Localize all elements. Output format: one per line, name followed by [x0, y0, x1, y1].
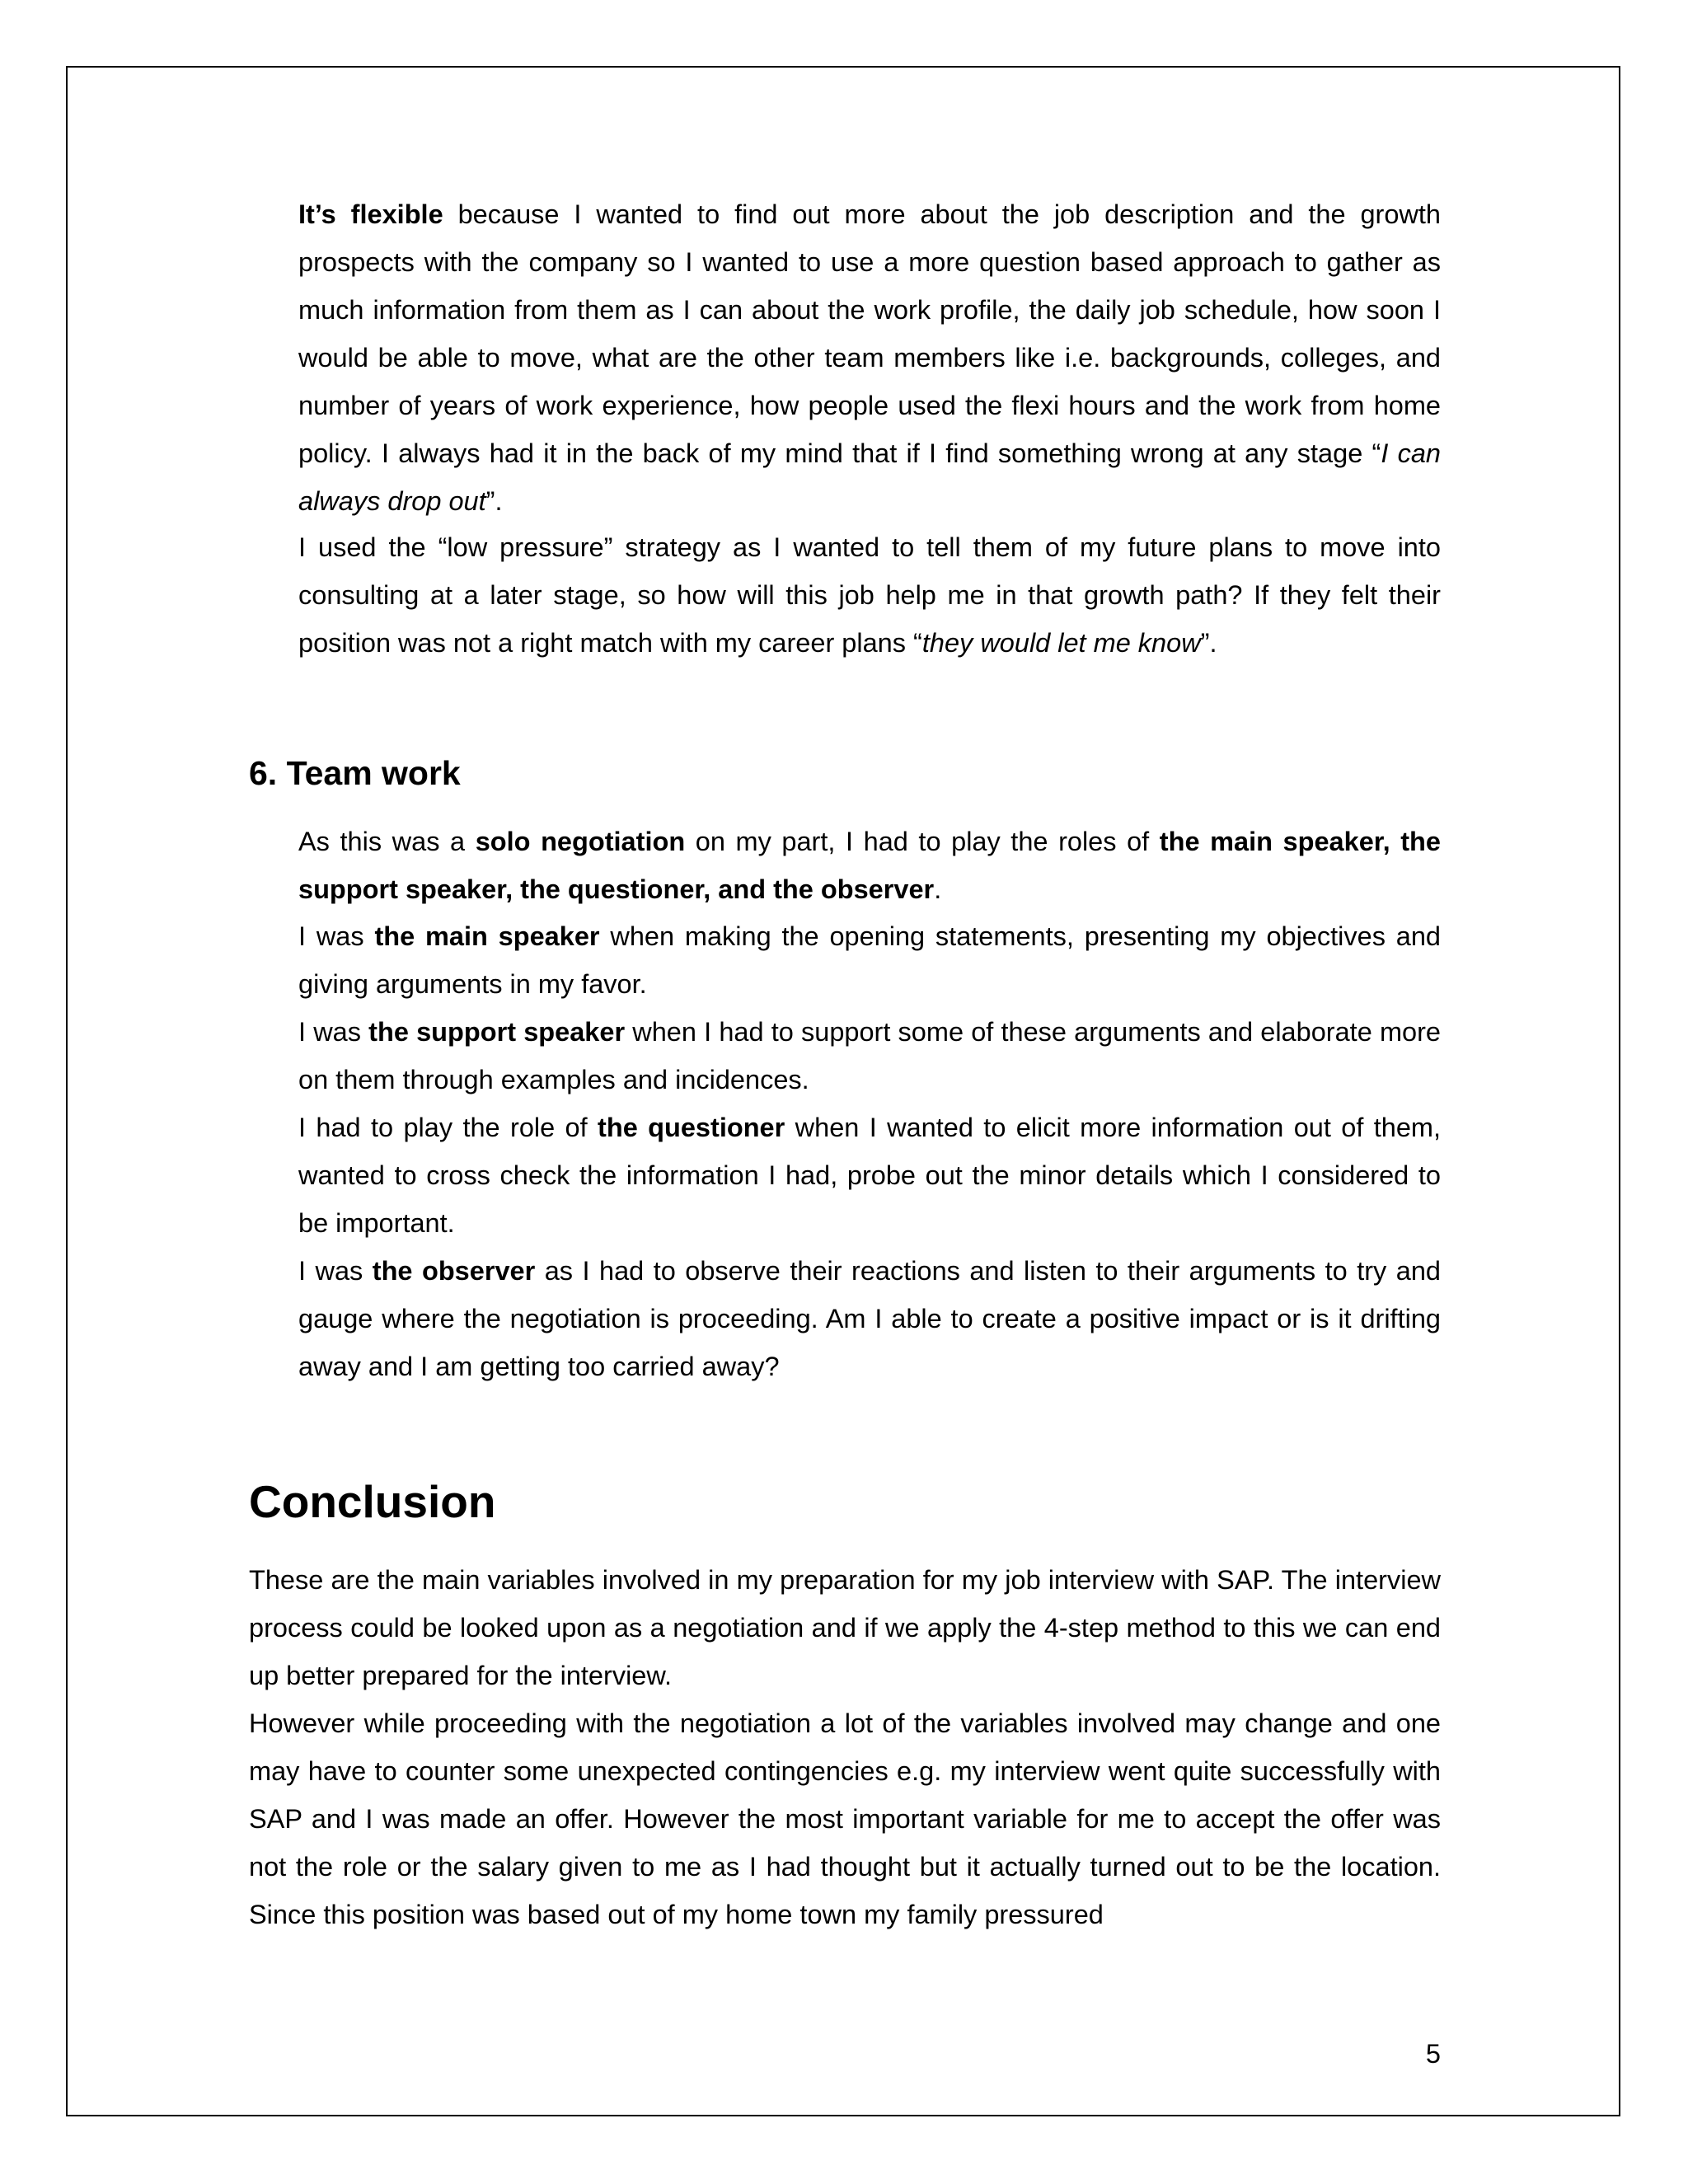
bold-term: the main speaker — [374, 921, 600, 951]
section-heading-conclusion: Conclusion — [249, 1476, 496, 1527]
paragraph-conclusion-however: However while proceeding with the negotiation a lot of the variables involved may change and one may have to counter some unexpected contingencies e.g. my interview went quite successfully with SAP and I was made an offer. However the most important variable for me to accept the offer was not the role or the salary given to me as I had thought but it actually turned out to be the location. Since this position was based out of my home town my family pressured — [249, 1708, 1441, 1929]
bold-term: solo negotiation — [475, 827, 686, 856]
paragraph-text: ”. — [485, 486, 503, 516]
bold-term: It’s flexible — [298, 199, 443, 229]
paragraph-text: when I had to support some of these arguments and elaborate more on them through examples and incidences. — [298, 1017, 1441, 1094]
paragraph-text: I had to play the role of — [298, 1113, 598, 1142]
bold-term: the questioner — [598, 1113, 785, 1142]
bold-term: the main speaker, the support speaker, the questioner, and the observer — [298, 827, 1441, 904]
paragraph-text: I used the “low pressure” strategy as I wanted to tell them of my future plans to move into consulting at a later stage, so how will this job help me in that growth path? If they felt their position was not a right match with my career plans “ — [298, 532, 1441, 658]
section-heading-team-work: 6. Team work — [249, 754, 461, 792]
paragraph-text: As this was a — [298, 827, 476, 856]
paragraph-text: ”. — [1200, 628, 1217, 658]
paragraph-text: I was — [298, 1017, 369, 1047]
bold-term: the observer — [372, 1256, 536, 1286]
page-number: 5 — [1425, 2039, 1441, 2069]
paragraph-text: when making the opening statements, presenting my objectives and giving arguments in my favor. — [298, 921, 1441, 999]
paragraph-flexible — [298, 190, 1441, 525]
italic-quote: I can always drop out — [298, 438, 1441, 516]
paragraph-text: I was — [298, 1256, 373, 1286]
paragraph-text: when I wanted to elicit more information out of them, wanted to cross check the information I had, probe out the minor details which I considered to be important. — [298, 1113, 1441, 1238]
paragraph-observer — [298, 1247, 1441, 1390]
bold-term: the support speaker — [368, 1017, 626, 1047]
paragraph-text: I was — [298, 921, 375, 951]
paragraph-main-speaker — [298, 912, 1441, 1008]
italic-quote: they would let me know — [921, 628, 1201, 658]
paragraph-text: . — [934, 874, 942, 904]
paragraph-questioner — [298, 1104, 1441, 1247]
paragraph-conclusion-intro: These are the main variables involved in my preparation for my job interview with SAP. The interview process could be looked upon as a negotiation and if we apply the 4-step method to this we can end up better prepared for the interview. — [249, 1565, 1441, 1690]
paragraph-low-pressure — [298, 523, 1441, 667]
paragraph-solo-negotiation — [298, 818, 1441, 913]
paragraph-text: because I wanted to find out more about the job description and the growth prospects with the company so I wanted to use a more question based approach to gather as much information from them as I can about the work profile, the daily job schedule, how soon I would be able to move, what are the other team members like i.e. backgrounds, colleges, and number of years of work experience, how people used the flexi hours and the work from home policy. I always had it in the back of my mind that if I find something wrong at any stage “ — [298, 199, 1441, 468]
paragraph-text: on my part, I had to play the roles of — [685, 827, 1160, 856]
paragraph-text: as I had to observe their reactions and listen to their arguments to try and gauge where the negotiation is proceeding. Am I able to create a positive impact or is it drifting away and I am getting too carried away? — [298, 1256, 1441, 1381]
paragraph-support-speaker — [298, 1008, 1441, 1104]
